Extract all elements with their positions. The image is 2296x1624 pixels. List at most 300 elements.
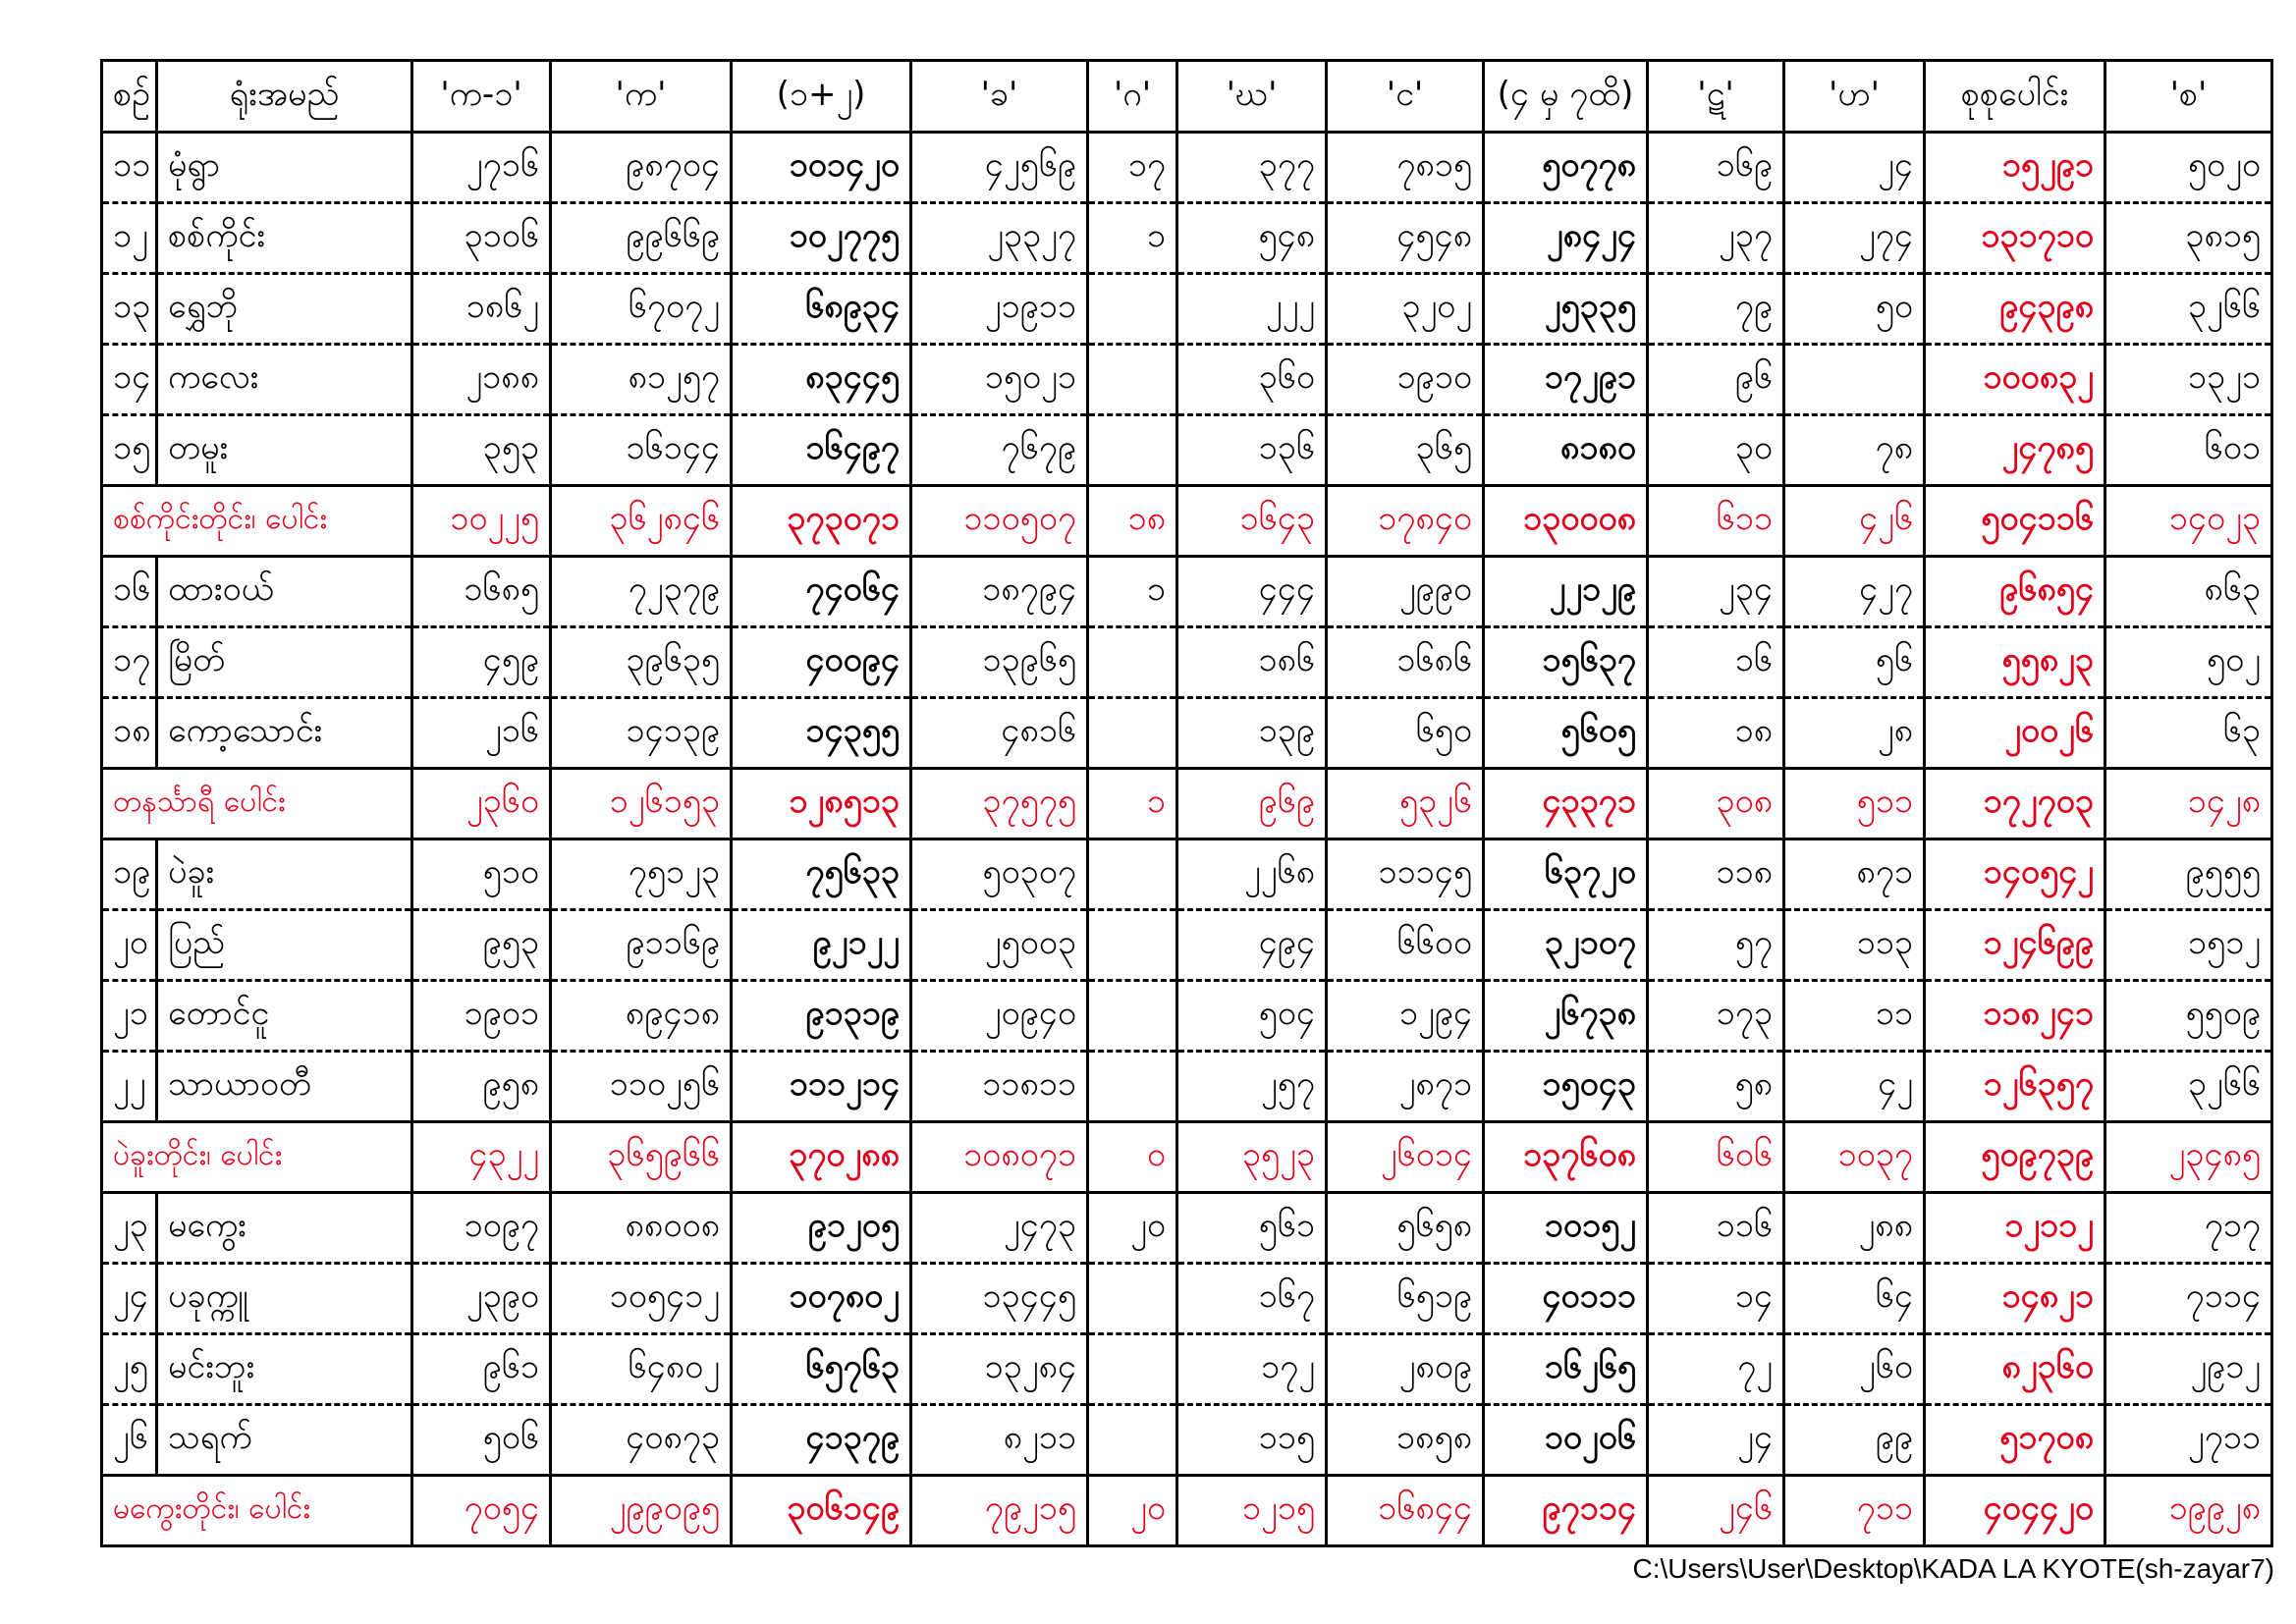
- subtotal-row: [102, 769, 2272, 839]
- table-cell: ၅၅၀၉: [2105, 981, 2272, 1052]
- table-cell: ၉၆၈၅၄: [1925, 557, 2105, 627]
- table-cell: ၁၄၀၂၃: [2105, 486, 2272, 557]
- table-cell: ၉၈၇၀၄: [551, 133, 732, 203]
- table-cell: ၂၂၆၈: [1177, 839, 1327, 910]
- table-cell: ၅၀၆: [412, 1405, 551, 1476]
- table-cell: ၁၀၅၄၁၂: [551, 1264, 732, 1334]
- table-cell: ၁၄၂၈: [2105, 769, 2272, 839]
- office-name: ကော့သောင်း: [157, 698, 412, 769]
- table-cell: ၆၅၁၉: [1327, 1264, 1484, 1334]
- row-serial-number: ၂၆: [102, 1405, 157, 1476]
- table-cell: ၁၆၇: [1177, 1264, 1327, 1334]
- table-cell: ၁၀၀၈၃၂: [1925, 345, 2105, 415]
- column-header: 'ခ': [911, 61, 1088, 133]
- table-cell: [1088, 839, 1177, 910]
- table-cell: ၇၄၀၆၄: [732, 557, 911, 627]
- column-header: 'က-၁': [412, 61, 551, 133]
- office-name: မကွေး: [157, 1193, 412, 1264]
- table-cell: ၁၂၉၄: [1327, 981, 1484, 1052]
- row-serial-number: ၂၂: [102, 1052, 157, 1122]
- table-cell: ၁၇၃: [1648, 981, 1784, 1052]
- table-cell: ၆၄: [1784, 1264, 1925, 1334]
- table-cell: ၁၈၇၉၄: [911, 557, 1088, 627]
- table-cell: ၁၀၉၇: [412, 1193, 551, 1264]
- table-cell: ၁၂၆၁၅၃: [551, 769, 732, 839]
- table-cell: ၈၆၃: [2105, 557, 2272, 627]
- table-cell: ၁၄၃၅၅: [732, 698, 911, 769]
- table-cell: ၂၈၈: [1784, 1193, 1925, 1264]
- table-row: [102, 698, 2272, 769]
- table-cell: ၁၃၁၇၁၀: [1925, 203, 2105, 274]
- column-header: 'ဟ': [1784, 61, 1925, 133]
- table-cell: ၈၈၀၀၈: [551, 1193, 732, 1264]
- table-cell: ၆၃၇၂၀: [1484, 839, 1648, 910]
- table-cell: ၁၃၂၁: [2105, 345, 2272, 415]
- table-cell: ၁၆၈၆: [1327, 627, 1484, 698]
- table-cell: ၄၂၇: [1784, 557, 1925, 627]
- table-row: [102, 1334, 2272, 1405]
- table-cell: ၃၅၃: [412, 415, 551, 486]
- table-cell: ၃၆၀: [1177, 345, 1327, 415]
- column-header: 'က': [551, 61, 732, 133]
- office-name: ပခုက္ကူ: [157, 1264, 412, 1334]
- table-cell: ၈၉၄၁၈: [551, 981, 732, 1052]
- table-cell: ၇၂၃၇၉: [551, 557, 732, 627]
- column-header: 'င': [1327, 61, 1484, 133]
- table-row: [102, 839, 2272, 910]
- table-cell: ၅၁၁: [1784, 769, 1925, 839]
- table-cell: ၅၀၄: [1177, 981, 1327, 1052]
- table-cell: ၁၉၉၂၈: [2105, 1476, 2272, 1546]
- table-cell: ၈၇၁: [1784, 839, 1925, 910]
- office-name: တမူး: [157, 415, 412, 486]
- table-cell: ၂၉၉၀၉၅: [551, 1476, 732, 1546]
- table-cell: ၅၀: [1784, 274, 1925, 345]
- table-cell: ၁၀၂၂၅: [412, 486, 551, 557]
- table-cell: ၄၅၉: [412, 627, 551, 698]
- table-cell: [1088, 415, 1177, 486]
- table-cell: ၁၅၀၂၁: [911, 345, 1088, 415]
- table-cell: ၁၂၄၆၉၉: [1925, 910, 2105, 981]
- table-cell: ၉၁၃၁၉: [732, 981, 911, 1052]
- table-cell: ၇၀၅၄: [412, 1476, 551, 1546]
- row-serial-number: ၁၆: [102, 557, 157, 627]
- table-cell: ၁၆၈၅: [412, 557, 551, 627]
- office-name: သရက်: [157, 1405, 412, 1476]
- table-cell: ၁၇၂၇၀၃: [1925, 769, 2105, 839]
- table-cell: ၅၆၀၅: [1484, 698, 1648, 769]
- table-cell: [1088, 1264, 1177, 1334]
- table-cell: ၁၅၂၉၁: [1925, 133, 2105, 203]
- table-cell: ၅၄၈: [1177, 203, 1327, 274]
- table-cell: ၂၃၆၀: [412, 769, 551, 839]
- table-cell: ၄၀၁၁၁: [1484, 1264, 1648, 1334]
- office-name: သာယာဝတီ: [157, 1052, 412, 1122]
- table-cell: ၁၀၁၄၂၀: [732, 133, 911, 203]
- table-cell: ၁၀၈၀၇၁: [911, 1122, 1088, 1193]
- office-name: ရွှေဘို: [157, 274, 412, 345]
- table-cell: ၆၁၁: [1648, 486, 1784, 557]
- table-cell: ၇၁၁၄: [2105, 1264, 2272, 1334]
- table-cell: ၂၀၉၄၀: [911, 981, 1088, 1052]
- table-cell: ၁၄၀၅၄၂: [1925, 839, 2105, 910]
- table-cell: ၆၅၀: [1327, 698, 1484, 769]
- subtotal-row: [102, 486, 2272, 557]
- table-cell: ၁၇၈၄၀: [1327, 486, 1484, 557]
- table-cell: ၂၀၀၂၆: [1925, 698, 2105, 769]
- subtotal-label: တနင်္သာရီ ပေါင်း: [102, 769, 412, 839]
- row-serial-number: ၂၄: [102, 1264, 157, 1334]
- table-cell: ၅၀၂၀: [2105, 133, 2272, 203]
- table-cell: [1088, 910, 1177, 981]
- table-cell: ၅၀၂: [2105, 627, 2272, 698]
- table-row: [102, 910, 2272, 981]
- table-cell: ၂၀: [1088, 1193, 1177, 1264]
- table-cell: ၉၂၁၂၂: [732, 910, 911, 981]
- office-name: ပြည်: [157, 910, 412, 981]
- file-path-footer: C:\Users\User\Desktop\KADA LA KYOTE(sh-zayar7): [1632, 1553, 2274, 1584]
- table-cell: ၇၅၁၂၃: [551, 839, 732, 910]
- table-cell: ၂၂၁၂၉: [1484, 557, 1648, 627]
- table-cell: ၁၇: [1088, 133, 1177, 203]
- table-cell: ၁၆၄၃: [1177, 486, 1327, 557]
- table-cell: ၁၂၁၁၂: [1925, 1193, 2105, 1264]
- table-cell: ၉၉၆၆၉: [551, 203, 732, 274]
- table-cell: ၅၁၇၀၈: [1925, 1405, 2105, 1476]
- table-cell: ၁၁၈၁၁: [911, 1052, 1088, 1122]
- subtotal-row: [102, 1122, 2272, 1193]
- column-header: 'ဂ': [1088, 61, 1177, 133]
- table-cell: ၁၁၅: [1177, 1405, 1327, 1476]
- report-sheet: [100, 59, 2270, 1528]
- table-cell: ၂၅၇: [1177, 1052, 1327, 1122]
- table-cell: ၃၇၅၇၅: [911, 769, 1088, 839]
- table-cell: ၁၇၂၉၁: [1484, 345, 1648, 415]
- table-cell: ၄၉၄: [1177, 910, 1327, 981]
- table-cell: ၁၄: [1648, 1264, 1784, 1334]
- column-header: (၁+၂): [732, 61, 911, 133]
- row-serial-number: ၁၈: [102, 698, 157, 769]
- table-cell: ၄၁၃၇၉: [732, 1405, 911, 1476]
- table-cell: ၁၁: [1784, 981, 1925, 1052]
- table-cell: ၇၉၂၁၅: [911, 1476, 1088, 1546]
- table-cell: ၉၅၈: [412, 1052, 551, 1122]
- table-cell: ၄၀၈၇၃: [551, 1405, 732, 1476]
- table-cell: ၁၁၃: [1784, 910, 1925, 981]
- column-header: ရုံးအမည်: [157, 61, 412, 133]
- table-cell: ၈၃၄၄၅: [732, 345, 911, 415]
- table-row: [102, 1052, 2272, 1122]
- table-cell: ၁၉၀၁: [412, 981, 551, 1052]
- column-header: 'စ': [2105, 61, 2272, 133]
- table-cell: ၁၃၀၀၀၈: [1484, 486, 1648, 557]
- table-cell: ၂၉၉၀: [1327, 557, 1484, 627]
- table-cell: ၉၄၃၉၈: [1925, 274, 2105, 345]
- table-cell: ၁၂၁၅: [1177, 1476, 1327, 1546]
- table-cell: ၁၆: [1648, 627, 1784, 698]
- table-cell: ၈၁၈၀: [1484, 415, 1648, 486]
- table-row: [102, 203, 2272, 274]
- table-cell: ၂၇၁၆: [412, 133, 551, 203]
- table-cell: ၂၈၇၁: [1327, 1052, 1484, 1122]
- table-cell: ၁၃၇၆၀၈: [1484, 1122, 1648, 1193]
- table-cell: ၆၆၀၀: [1327, 910, 1484, 981]
- table-cell: ၅၈: [1648, 1052, 1784, 1122]
- table-cell: ၁၁၀၂၅၆: [551, 1052, 732, 1122]
- table-cell: ၉၉: [1784, 1405, 1925, 1476]
- table-cell: ၂၄: [1648, 1405, 1784, 1476]
- table-cell: ၈၂၃၆၀: [1925, 1334, 2105, 1405]
- table-cell: ၇၂: [1648, 1334, 1784, 1405]
- table-cell: ၅၀၃၀၇: [911, 839, 1088, 910]
- table-cell: ၁၆၄၉၇: [732, 415, 911, 486]
- table-cell: ၄၃၃၇၁: [1484, 769, 1648, 839]
- table-cell: ၆၇၀၇၂: [551, 274, 732, 345]
- office-name: တောင်ငူ: [157, 981, 412, 1052]
- table-cell: [1088, 627, 1177, 698]
- table-cell: ၁: [1088, 769, 1177, 839]
- table-cell: ၁၅၁၂: [2105, 910, 2272, 981]
- table-row: [102, 274, 2272, 345]
- table-cell: ၁၈၆၂: [412, 274, 551, 345]
- subtotal-label: မကွေးတိုင်း၊ ပေါင်း: [102, 1476, 412, 1546]
- table-cell: ၂၂၂: [1177, 274, 1327, 345]
- table-cell: ၁၂၆၃၅၇: [1925, 1052, 2105, 1122]
- table-cell: ၆၄၈၀၂: [551, 1334, 732, 1405]
- table-cell: ၁၈၅၈: [1327, 1405, 1484, 1476]
- table-cell: ၂၆၇၃၈: [1484, 981, 1648, 1052]
- table-cell: ၆၀၆: [1648, 1122, 1784, 1193]
- table-cell: ၄၈၁၆: [911, 698, 1088, 769]
- table-cell: ၅၃၂၆: [1327, 769, 1484, 839]
- column-header: (၄ မှ ၇ထိ): [1484, 61, 1648, 133]
- row-serial-number: ၁၂: [102, 203, 157, 274]
- table-cell: [1088, 1334, 1177, 1405]
- table-cell: ၉၁၂၀၅: [732, 1193, 911, 1264]
- table-cell: ၂၃၃၂၇: [911, 203, 1088, 274]
- table-cell: ၂၅၀၀၃: [911, 910, 1088, 981]
- table-cell: [1784, 345, 1925, 415]
- row-serial-number: ၁၅: [102, 415, 157, 486]
- table-cell: ၂၆၀: [1784, 1334, 1925, 1405]
- table-cell: ၃၇၇: [1177, 133, 1327, 203]
- table-cell: ၆၃: [2105, 698, 2272, 769]
- table-cell: ၃၇၀၂၈၈: [732, 1122, 911, 1193]
- office-name: ပဲခူး: [157, 839, 412, 910]
- table-cell: ၉၅၃: [412, 910, 551, 981]
- table-cell: ၇၁၁: [1784, 1476, 1925, 1546]
- table-cell: ၉၆၁: [412, 1334, 551, 1405]
- table-cell: ၇၈: [1784, 415, 1925, 486]
- table-cell: ၃၈၁၅: [2105, 203, 2272, 274]
- table-cell: ၂၈: [1784, 698, 1925, 769]
- table-cell: ၁၂၈၅၁၃: [732, 769, 911, 839]
- table-cell: ၉၅၅၅: [2105, 839, 2272, 910]
- table-cell: ၁၈၆: [1177, 627, 1327, 698]
- table-cell: ၂၅၃၃၅: [1484, 274, 1648, 345]
- table-cell: ၂၇၁၁: [2105, 1405, 2272, 1476]
- table-row: [102, 133, 2272, 203]
- table-cell: ၅၇: [1648, 910, 1784, 981]
- office-name: စစ်ကိုင်း: [157, 203, 412, 274]
- table-cell: ၁၁၁၂၁၄: [732, 1052, 911, 1122]
- row-serial-number: ၁၇: [102, 627, 157, 698]
- table-cell: ၃၂၆၆: [2105, 1052, 2272, 1122]
- row-serial-number: ၁၃: [102, 274, 157, 345]
- table-cell: ၂၃၇: [1648, 203, 1784, 274]
- row-serial-number: ၂၃: [102, 1193, 157, 1264]
- table-cell: ၁၃၉: [1177, 698, 1327, 769]
- table-cell: ၁၄၁၃၉: [551, 698, 732, 769]
- table-cell: ၃၇၃၀၇၁: [732, 486, 911, 557]
- table-cell: ၂၄၇၈၅: [1925, 415, 2105, 486]
- table-cell: ၁၈: [1648, 698, 1784, 769]
- table-cell: ၄၂: [1784, 1052, 1925, 1122]
- table-cell: ၂၉၁၂: [2105, 1334, 2272, 1405]
- subtotal-label: စစ်ကိုင်းတိုင်း၊ ပေါင်း: [102, 486, 412, 557]
- table-cell: ၄၂၅၆၉: [911, 133, 1088, 203]
- table-cell: ၃၂၆၆: [2105, 274, 2272, 345]
- table-cell: ၁၃၉၆၅: [911, 627, 1088, 698]
- table-cell: ၁၀၁၅၂: [1484, 1193, 1648, 1264]
- table-cell: ၃၆၂၈၄၆: [551, 486, 732, 557]
- table-cell: ၁၁၁၄၅: [1327, 839, 1484, 910]
- table-cell: ၁၁၈၂၄၁: [1925, 981, 2105, 1052]
- table-cell: ၇၉: [1648, 274, 1784, 345]
- table-cell: ၁၁၆: [1648, 1193, 1784, 1264]
- column-header: စုစုပေါင်း: [1925, 61, 2105, 133]
- table-row: [102, 557, 2272, 627]
- table-cell: ၅၀၉၇၃၉: [1925, 1122, 2105, 1193]
- table-cell: ၆၈၉၃၄: [732, 274, 911, 345]
- office-summary-table: [100, 59, 2273, 1547]
- table-cell: ၉၆: [1648, 345, 1784, 415]
- table-cell: ၈၁၂၅၇: [551, 345, 732, 415]
- table-row: [102, 415, 2272, 486]
- table-cell: ၄၀၄၄၂၀: [1925, 1476, 2105, 1546]
- table-cell: ၂၁၉၁၁: [911, 274, 1088, 345]
- table-cell: ၅၆၅၈: [1327, 1193, 1484, 1264]
- row-serial-number: ၂၁: [102, 981, 157, 1052]
- table-cell: ၁: [1088, 557, 1177, 627]
- table-cell: ၇၆၇၉: [911, 415, 1088, 486]
- table-cell: ၂၆၀၁၄: [1327, 1122, 1484, 1193]
- office-name: မြိတ်: [157, 627, 412, 698]
- table-cell: [1088, 345, 1177, 415]
- table-cell: ၇၁၇: [2105, 1193, 2272, 1264]
- table-cell: ၁၁၀၅၀၇: [911, 486, 1088, 557]
- table-row: [102, 1405, 2272, 1476]
- table-cell: ၃၉၆၃၅: [551, 627, 732, 698]
- table-header-row: [102, 61, 2272, 133]
- table-cell: ၁၁၈: [1648, 839, 1784, 910]
- table-row: [102, 627, 2272, 698]
- table-cell: ၅၀၄၁၁၆: [1925, 486, 2105, 557]
- column-header: စဉ်: [102, 61, 157, 133]
- table-cell: ၆၀၁: [2105, 415, 2272, 486]
- table-cell: ၁၃၆: [1177, 415, 1327, 486]
- table-cell: ၂၄၆: [1648, 1476, 1784, 1546]
- table-cell: ၄၀၀၉၄: [732, 627, 911, 698]
- row-serial-number: ၁၉: [102, 839, 157, 910]
- office-name: မင်းဘူး: [157, 1334, 412, 1405]
- table-cell: ၁၆၉: [1648, 133, 1784, 203]
- table-cell: ၁၇၂: [1177, 1334, 1327, 1405]
- table-cell: ၁၀၂၇၇၅: [732, 203, 911, 274]
- table-cell: ၃၆၅: [1327, 415, 1484, 486]
- table-cell: ၃၀၈: [1648, 769, 1784, 839]
- table-cell: ၁၃၂၈၄: [911, 1334, 1088, 1405]
- table-cell: [1088, 981, 1177, 1052]
- table-cell: ၄၅၄၈: [1327, 203, 1484, 274]
- row-serial-number: ၂၅: [102, 1334, 157, 1405]
- table-cell: ၅၅၈၂၃: [1925, 627, 2105, 698]
- table-cell: ၁၈: [1088, 486, 1177, 557]
- table-cell: ၅၀၇၇၈: [1484, 133, 1648, 203]
- table-cell: ၃၁၀၆: [412, 203, 551, 274]
- table-cell: [1088, 1052, 1177, 1122]
- row-serial-number: ၁၁: [102, 133, 157, 203]
- table-cell: ၁၀၂၀၆: [1484, 1405, 1648, 1476]
- table-cell: ၂၃၄: [1648, 557, 1784, 627]
- table-cell: ၃၆၅၉၆၆: [551, 1122, 732, 1193]
- table-cell: ၃၂၁၀၇: [1484, 910, 1648, 981]
- table-cell: ၄၄၄: [1177, 557, 1327, 627]
- table-cell: ၂၈၀၉: [1327, 1334, 1484, 1405]
- table-cell: ၃၀၆၁၄၉: [732, 1476, 911, 1546]
- table-row: [102, 345, 2272, 415]
- table-cell: [1088, 698, 1177, 769]
- table-cell: ၂၇၄: [1784, 203, 1925, 274]
- table-cell: ၁၅၀၄၃: [1484, 1052, 1648, 1122]
- table-cell: ၉၆၉: [1177, 769, 1327, 839]
- table-cell: ၇၈၁၅: [1327, 133, 1484, 203]
- table-cell: ၂၀: [1088, 1476, 1177, 1546]
- table-cell: ၂၃၄၈၅: [2105, 1122, 2272, 1193]
- column-header: 'ဃ': [1177, 61, 1327, 133]
- table-cell: ၃၅၂၃: [1177, 1122, 1327, 1193]
- table-cell: ၀: [1088, 1122, 1177, 1193]
- table-cell: ၄၂၆: [1784, 486, 1925, 557]
- table-cell: ၂၁၆: [412, 698, 551, 769]
- table-cell: ၉၇၁၁၄: [1484, 1476, 1648, 1546]
- table-cell: [1088, 274, 1177, 345]
- table-cell: ၅၁၀: [412, 839, 551, 910]
- table-cell: ၁: [1088, 203, 1177, 274]
- table-cell: ၁၀၃၇: [1784, 1122, 1925, 1193]
- table-cell: ၉၁၁၆၉: [551, 910, 732, 981]
- table-cell: ၅၆၁: [1177, 1193, 1327, 1264]
- table-cell: ၂၃၉၀: [412, 1264, 551, 1334]
- table-body: [102, 133, 2272, 1546]
- subtotal-row: [102, 1476, 2272, 1546]
- table-cell: ၁၃၄၄၅: [911, 1264, 1088, 1334]
- row-serial-number: ၁၄: [102, 345, 157, 415]
- table-cell: ၅၆: [1784, 627, 1925, 698]
- table-cell: ၄၃၂၂: [412, 1122, 551, 1193]
- table-cell: ၁၀၇၈၀၂: [732, 1264, 911, 1334]
- table-cell: ၃၂၀၂: [1327, 274, 1484, 345]
- column-header: 'ဋ': [1648, 61, 1784, 133]
- table-cell: ၆၅၇၆၃: [732, 1334, 911, 1405]
- table-row: [102, 981, 2272, 1052]
- table-cell: ၁၆၁၄၄: [551, 415, 732, 486]
- table-cell: ၁၅၆၃၇: [1484, 627, 1648, 698]
- table-cell: ၂၄: [1784, 133, 1925, 203]
- office-name: မုံရွာ: [157, 133, 412, 203]
- office-name: ထားဝယ်: [157, 557, 412, 627]
- table-cell: [1088, 1405, 1177, 1476]
